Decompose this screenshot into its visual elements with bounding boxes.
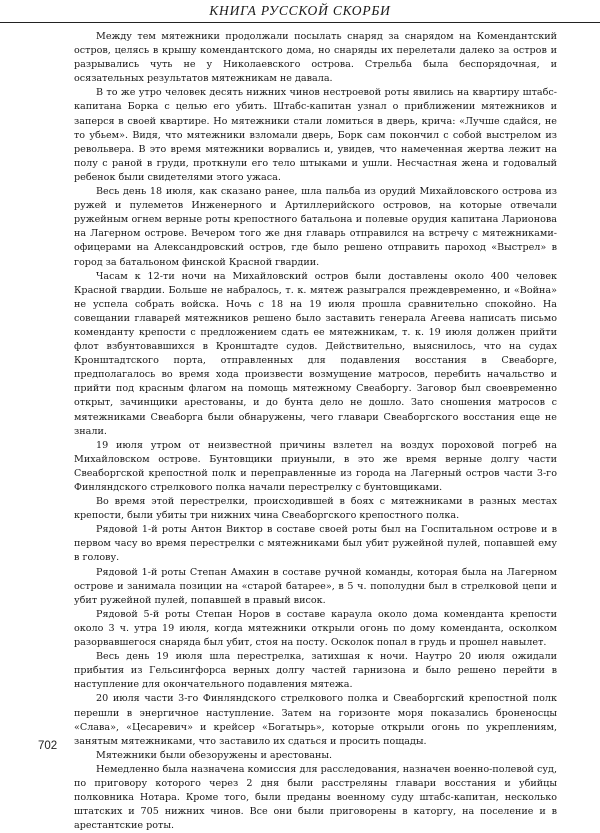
paragraph: Часам к 12-ти ночи на Михайловский остров были доставлены около 400 человек Красной гвардии. Больше не набралось, т. к. мятеж разыгрался преждевременно, и «Война» не успела собрать войска. Ночь с 18 на 19 июля прошла сравнительно спокойно. На совещании главарей мятежников решено было заставить генерала Агеева написать письмо коменданту крепости с предложением сдать ее мятежникам, т. к. 19 июля должен прийти флот взбунтовавшихся в Кронштадте судов. Действительно, выяснилось, что на судах Кронштадтского порта, отправленных для подавления восстания в Свеаборге, предполагалось во время хода произвести возмущение матросов, перебить начальство и прийти под красным флагом на помощь мятежному Свеаборгу. Заговор был своевременно открыт, зачинщики арестованы, и до бунта дело не дошло. Зато сношения матросов с мятежниками Свеаборга были обнаружены, чего главари Свеаборгского восстания еще не знали. [74, 270, 557, 437]
paragraph: 20 июля части 3-го Финляндского стрелкового полка и Свеаборгский крепостной полк перешли в энергичное наступление. Затем на горизонте моря показались броненосцы «Слава», «Цесаревич» и крейсер «Богатырь», которые открыли огонь по укреплениям, занятым мятежниками, что заставило их сдаться и просить пощады. [74, 693, 557, 747]
paragraph: Между тем мятежники продолжали посылать снаряд за снарядом на Комендантский остров, целясь в крышу комендантского дома, но снаряды их перелетали далеко за остров и разрывались чуть не у Николаевского острова. Стрельба была беспорядочная, и осязательных результатов мятежникам не давала. [74, 31, 557, 85]
paragraph: Рядовой 1-й роты Степан Амахин в составе ручной команды, которая была на Лагерном острове и занимала позиции на «старой батарее», в 5 ч. пополудни был в стрелковой цепи и убит ружейной пулей, попавшей в правый висок. [74, 566, 557, 606]
paragraph: Мятежники были обезоружены и арестованы. [96, 749, 333, 761]
paragraph: В то же утро человек десять нижних чинов нестроевой роты явились на квартиру штабс-капитана Борка с целью его убить. Штабс-капитан узнал о приближении мятежников и заперся в своей квартире. Но мятежники стали ломиться в дверь, крича: «Лучше сдайся, не то убьем». Видя, что мятежники взломали дверь, Борк сам покончил с собой выстрелом из револьвера. В это время мятежники ворвались и, увидев, что намеченная жертва лежит на полу с раной в груди, проткнули его тело штыками и ушли. Несчастная жена и годовалый ребенок были свидетелями этого ужаса. [74, 87, 557, 183]
paragraph: Рядовой 1-й роты Антон Виктор в составе своей роты был на Госпитальном острове и в первом часу во время перестрелки с мятежниками был убит ружейной пулей, попавшей ему в голову. [74, 524, 557, 564]
running-title: КНИГА РУССКОЙ СКОРБИ [209, 3, 391, 18]
paragraph: Весь день 18 июля, как сказано ранее, шла пальба из орудий Михайловского острова из ружей и пулеметов Инженерного и Артиллерийского островов, на которые отвечали ружейным огнем верные роты крепостного батальона и полевые орудия капитана Ларионова на Лагерном острове. Вечером того же дня главарь отправился на встречу с мятежниками-офицерами на Александровский остров, где было решено отправить пароход «Выстрел» в город за батальоном финской Красной гвардии. [74, 186, 557, 268]
paragraph: Рядовой 5-й роты Степан Норов в составе караула около дома коменданта крепости около 3 ч. утра 19 июля, когда мятежники открыли огонь по дому коменданта, осколком разорвавшегося снаряда был убит, стоя на посту. Осколок попал в грудь и прошел навылет. [74, 608, 557, 649]
paragraph: Во время этой перестрелки, происходившей в боях с мятежниками в разных местах крепости, были убиты три нижних чина Свеаборгского крепостного полка. [74, 496, 557, 522]
running-header [0, 0, 600, 23]
paragraph: Весь день 19 июля шла перестрелка, затихшая к ночи. Наутро 20 июля ожидали прибытия из Гельсингфорса верных долгу частей гарнизона и было решено перейти в наступление для окончательного подавления мятежа. [74, 651, 557, 691]
paragraph: Немедленно была назначена комиссия для расследования, назначен военно-полевой суд, по приговору которого через 2 дня были расстреляны главари восстания и убийцы полковника Нотара. Кроме того, были преданы военному суду штабс-капитан, несколько штатских и 705 нижних чинов. Все они были приговорены в каторгу, на поселение и в арестантские роты. [74, 763, 557, 832]
body-text [74, 30, 557, 833]
paragraph: 19 июля утром от неизвестной причины взлетел на воздух пороховой погреб на Михайловском острове. Бунтовщики приуныли, в это же время верные долгу части Свеаборгской крепостной полк и переправленные из города на Лагерный остров части 3-го Финляндского стрелкового полка начали перестрелку с бунтовщиками. [74, 439, 557, 493]
page-number: 702 [38, 740, 58, 752]
